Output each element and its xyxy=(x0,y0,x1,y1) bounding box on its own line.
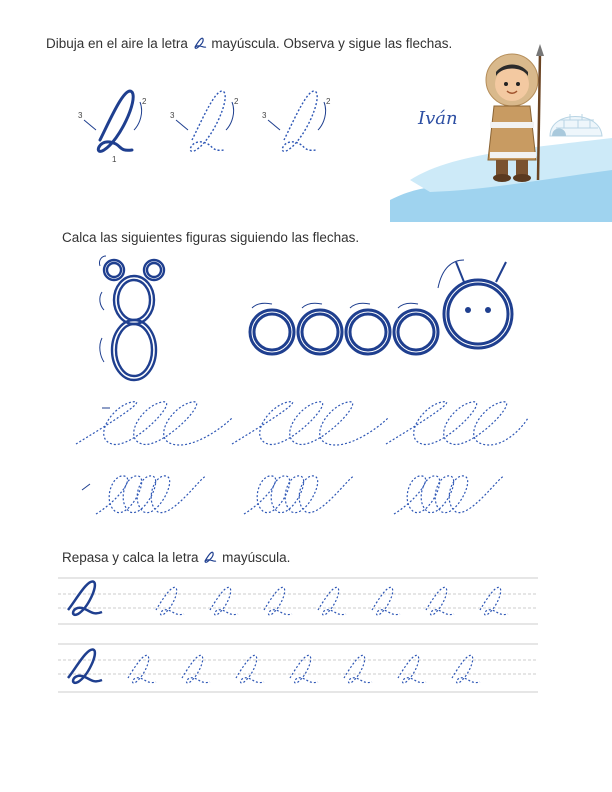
instruction-trace-figures: Calca las siguientes figuras siguiendo las flechas. xyxy=(62,230,360,245)
stroke-number-3: 3 xyxy=(262,111,267,120)
instruction-1-text-pre: Dibuja en el aire la letra xyxy=(46,36,188,51)
caterpillar-eye-icon xyxy=(485,307,491,313)
igloo-icon xyxy=(550,114,602,136)
letter-l-dotted-demo-1 xyxy=(170,91,239,151)
caterpillar-figure-tracing xyxy=(242,252,532,362)
letter-l-icon xyxy=(192,36,208,50)
stroke-number-3: 3 xyxy=(170,111,175,120)
letter-l-tracing-row-1 xyxy=(156,587,508,615)
stroke-number-3: 3 xyxy=(78,111,83,120)
dotted-loop-row-1 xyxy=(72,398,532,453)
instruction-retrace-letter xyxy=(62,550,290,565)
letter-demo-strokes xyxy=(70,80,340,170)
letter-l-solid-demo xyxy=(78,91,147,164)
handwriting-practice-lines[interactable] xyxy=(58,572,538,712)
bear-figure-tracing xyxy=(92,252,182,387)
letter-l-model-row-1 xyxy=(68,582,102,615)
arctic-scene-illustration xyxy=(390,40,612,222)
stroke-number-2: 2 xyxy=(234,97,239,106)
character-name: Iván xyxy=(418,108,458,129)
instruction-3-text-pre: Repasa y calca la letra xyxy=(62,550,199,565)
letter-l-tracing-row-2 xyxy=(128,655,480,683)
stroke-number-2: 2 xyxy=(326,97,331,106)
instruction-1-text-post: mayúscula. Observa y sigue las flechas. xyxy=(211,36,453,51)
caterpillar-eye-icon xyxy=(465,307,471,313)
instruction-3-text-post: mayúscula. xyxy=(222,550,291,565)
stroke-number-1: 1 xyxy=(112,155,117,164)
dotted-loop-row-2 xyxy=(76,468,532,523)
letter-l-model-row-2 xyxy=(68,650,102,683)
letter-l-icon xyxy=(202,550,218,564)
letter-l-dotted-demo-2 xyxy=(262,91,331,151)
stroke-number-2: 2 xyxy=(142,97,147,106)
